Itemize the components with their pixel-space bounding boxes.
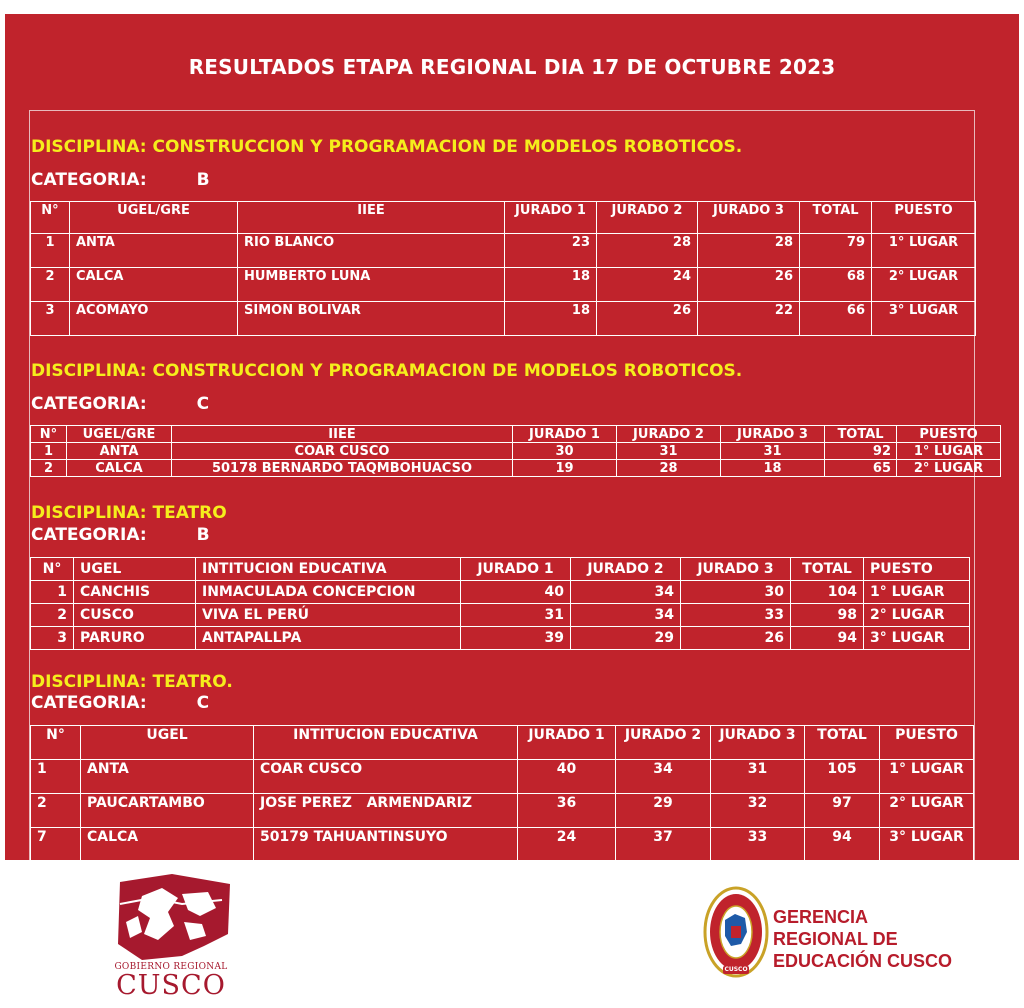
header-cell: JURADO 2 xyxy=(616,726,711,760)
header-cell: JURADO 3 xyxy=(711,726,805,760)
header-cell: TOTAL xyxy=(791,558,864,581)
table-header-row xyxy=(31,202,976,234)
gerencia-line3: EDUCACIÓN CUSCO xyxy=(773,951,953,971)
category-letter: C xyxy=(196,693,210,713)
cell-number: 1 xyxy=(31,760,81,794)
cell-school: 50179 TAHUANTINSUYO xyxy=(254,828,518,862)
results-table-teatro-b xyxy=(30,557,970,650)
logo-left-line2: CUSCO xyxy=(116,970,226,1001)
cell-ugel: CALCA xyxy=(67,460,172,477)
cell-school: ANTAPALLPA xyxy=(196,627,461,650)
table-row xyxy=(31,828,974,862)
cell-school: 50178 BERNARDO TAQMBOHUACSO xyxy=(172,460,513,477)
cell-jurado-2: 31 xyxy=(617,443,721,460)
cell-number: 2 xyxy=(31,604,74,627)
category-heading xyxy=(31,693,209,713)
cell-total: 79 xyxy=(800,234,872,268)
cell-total: 65 xyxy=(825,460,897,477)
cell-total: 105 xyxy=(805,760,880,794)
cell-jurado-1: 40 xyxy=(461,581,571,604)
header-cell: JURADO 2 xyxy=(617,426,721,443)
table-row xyxy=(31,443,1001,460)
category-label: CATEGORIA: xyxy=(31,693,147,713)
table-row xyxy=(31,604,970,627)
cell-total: 104 xyxy=(791,581,864,604)
cell-total: 94 xyxy=(805,828,880,862)
cell-total: 98 xyxy=(791,604,864,627)
cell-number: 7 xyxy=(31,828,81,862)
header-cell: JURADO 2 xyxy=(597,202,698,234)
category-heading xyxy=(31,525,210,545)
cell-place: 3° LUGAR xyxy=(880,828,974,862)
cell-jurado-1: 39 xyxy=(461,627,571,650)
category-heading xyxy=(31,394,209,414)
cell-jurado-2: 29 xyxy=(616,794,711,828)
cell-number: 2 xyxy=(31,268,70,302)
category-heading xyxy=(31,170,210,190)
table-row xyxy=(31,302,976,336)
cell-jurado-3: 26 xyxy=(681,627,791,650)
table-row xyxy=(31,760,974,794)
cell-jurado-2: 28 xyxy=(597,234,698,268)
cell-ugel: PAUCARTAMBO xyxy=(81,794,254,828)
cell-school: INMACULADA CONCEPCION xyxy=(196,581,461,604)
cell-total: 66 xyxy=(800,302,872,336)
cell-place: 2° LUGAR xyxy=(864,604,970,627)
category-label: CATEGORIA: xyxy=(31,525,147,545)
cell-jurado-1: 23 xyxy=(505,234,597,268)
cell-jurado-3: 22 xyxy=(698,302,800,336)
header-cell: IIEE xyxy=(172,426,513,443)
gerencia-line2: REGIONAL DE xyxy=(773,929,898,949)
cell-ugel: CUSCO xyxy=(74,604,196,627)
cell-place: 1° LUGAR xyxy=(897,443,1001,460)
cell-jurado-1: 40 xyxy=(518,760,616,794)
category-letter: C xyxy=(196,394,210,414)
header-cell: JURADO 2 xyxy=(571,558,681,581)
cell-number: 3 xyxy=(31,302,70,336)
cell-jurado-2: 34 xyxy=(571,581,681,604)
logo-left-line1: GOBIERNO REGIONAL xyxy=(114,962,228,972)
results-table-robotics-b xyxy=(30,201,976,336)
cell-school: RIO BLANCO xyxy=(238,234,505,268)
cell-jurado-3: 33 xyxy=(681,604,791,627)
cell-jurado-2: 37 xyxy=(616,828,711,862)
cell-school: COAR CUSCO xyxy=(254,760,518,794)
cell-jurado-3: 18 xyxy=(721,460,825,477)
cell-jurado-1: 19 xyxy=(513,460,617,477)
header-cell: UGEL xyxy=(74,558,196,581)
cell-jurado-2: 28 xyxy=(617,460,721,477)
gerencia-line1: GERENCIA xyxy=(773,907,869,927)
cell-jurado-1: 30 xyxy=(513,443,617,460)
header-cell: N° xyxy=(31,558,74,581)
header-cell: UGEL/GRE xyxy=(67,426,172,443)
header-cell: JURADO 1 xyxy=(505,202,597,234)
cell-place: 2° LUGAR xyxy=(880,794,974,828)
cell-jurado-3: 30 xyxy=(681,581,791,604)
cell-school: COAR CUSCO xyxy=(172,443,513,460)
header-cell: UGEL/GRE xyxy=(70,202,238,234)
header-cell: JURADO 3 xyxy=(721,426,825,443)
table-row xyxy=(31,234,976,268)
cell-school: HUMBERTO LUNA xyxy=(238,268,505,302)
results-table-robotics-c xyxy=(30,425,1001,477)
cell-school: JOSE PEREZ ARMENDARIZ xyxy=(254,794,518,828)
page-title: RESULTADOS ETAPA REGIONAL DIA 17 DE OCTUBRE 2023 xyxy=(188,55,836,79)
cell-jurado-2: 29 xyxy=(571,627,681,650)
header-cell: INTITUCION EDUCATIVA xyxy=(196,558,461,581)
cell-number: 1 xyxy=(31,234,70,268)
header-cell: INTITUCION EDUCATIVA xyxy=(254,726,518,760)
cell-total: 68 xyxy=(800,268,872,302)
cell-ugel: ACOMAYO xyxy=(70,302,238,336)
cell-jurado-3: 33 xyxy=(711,828,805,862)
category-letter: B xyxy=(196,170,210,190)
table-header-row xyxy=(31,558,970,581)
gerencia-text xyxy=(773,906,952,972)
cell-place: 2° LUGAR xyxy=(872,268,976,302)
cell-ugel: ANTA xyxy=(81,760,254,794)
cell-jurado-1: 18 xyxy=(505,268,597,302)
cell-jurado-2: 34 xyxy=(616,760,711,794)
header-cell: PUESTO xyxy=(880,726,974,760)
discipline-heading: DISCIPLINA: CONSTRUCCION Y PROGRAMACION DE MODELOS ROBOTICOS. xyxy=(31,137,743,157)
cell-jurado-1: 36 xyxy=(518,794,616,828)
cell-ugel: CALCA xyxy=(70,268,238,302)
category-label: CATEGORIA: xyxy=(31,394,147,414)
table-header-row xyxy=(31,426,1001,443)
cell-school: SIMON BOLIVAR xyxy=(238,302,505,336)
discipline-heading: DISCIPLINA: CONSTRUCCION Y PROGRAMACION DE MODELOS ROBOTICOS. xyxy=(31,361,743,381)
results-table-teatro-c xyxy=(30,725,974,862)
cell-jurado-3: 26 xyxy=(698,268,800,302)
cell-jurado-3: 31 xyxy=(721,443,825,460)
cell-jurado-1: 31 xyxy=(461,604,571,627)
cell-jurado-3: 31 xyxy=(711,760,805,794)
cell-jurado-2: 34 xyxy=(571,604,681,627)
header-cell: PUESTO xyxy=(897,426,1001,443)
cell-ugel: CANCHIS xyxy=(74,581,196,604)
header-cell: PUESTO xyxy=(864,558,970,581)
header-cell: TOTAL xyxy=(800,202,872,234)
table-row xyxy=(31,268,976,302)
header-cell: JURADO 1 xyxy=(518,726,616,760)
cell-jurado-1: 18 xyxy=(505,302,597,336)
discipline-heading: DISCIPLINA: TEATRO. xyxy=(31,672,233,692)
seal-bottom-label: CUSCO xyxy=(724,966,748,973)
cell-school: VIVA EL PERÚ xyxy=(196,604,461,627)
cell-jurado-2: 26 xyxy=(597,302,698,336)
cell-number: 1 xyxy=(31,581,74,604)
cell-jurado-2: 24 xyxy=(597,268,698,302)
cell-jurado-3: 32 xyxy=(711,794,805,828)
header-cell: JURADO 3 xyxy=(698,202,800,234)
cell-jurado-3: 28 xyxy=(698,234,800,268)
cell-number: 3 xyxy=(31,627,74,650)
header-cell: UGEL xyxy=(81,726,254,760)
cell-ugel: PARURO xyxy=(74,627,196,650)
header-cell: JURADO 1 xyxy=(513,426,617,443)
header-cell: PUESTO xyxy=(872,202,976,234)
cell-number: 2 xyxy=(31,460,67,477)
table-row xyxy=(31,794,974,828)
cell-place: 3° LUGAR xyxy=(872,302,976,336)
cell-ugel: CALCA xyxy=(81,828,254,862)
cell-place: 2° LUGAR xyxy=(897,460,1001,477)
cell-number: 1 xyxy=(31,443,67,460)
discipline-heading: DISCIPLINA: TEATRO xyxy=(31,503,227,523)
cell-number: 2 xyxy=(31,794,81,828)
cell-total: 94 xyxy=(791,627,864,650)
cell-place: 1° LUGAR xyxy=(880,760,974,794)
table-row xyxy=(31,581,970,604)
category-letter: B xyxy=(196,525,210,545)
category-label: CATEGORIA: xyxy=(31,170,147,190)
header-cell: JURADO 1 xyxy=(461,558,571,581)
cell-place: 1° LUGAR xyxy=(864,581,970,604)
cell-place: 1° LUGAR xyxy=(872,234,976,268)
header-cell: JURADO 3 xyxy=(681,558,791,581)
header-cell: IIEE xyxy=(238,202,505,234)
gobierno-regional-logo-icon xyxy=(112,874,230,964)
header-cell: N° xyxy=(31,426,67,443)
table-header-row xyxy=(31,726,974,760)
header-cell: N° xyxy=(31,726,81,760)
header-cell: N° xyxy=(31,202,70,234)
cell-ugel: ANTA xyxy=(70,234,238,268)
cell-total: 92 xyxy=(825,443,897,460)
cell-place: 3° LUGAR xyxy=(864,627,970,650)
cell-ugel: ANTA xyxy=(67,443,172,460)
header-cell: TOTAL xyxy=(825,426,897,443)
table-row xyxy=(31,460,1001,477)
cell-total: 97 xyxy=(805,794,880,828)
table-row xyxy=(31,627,970,650)
header-cell: TOTAL xyxy=(805,726,880,760)
cell-jurado-1: 24 xyxy=(518,828,616,862)
